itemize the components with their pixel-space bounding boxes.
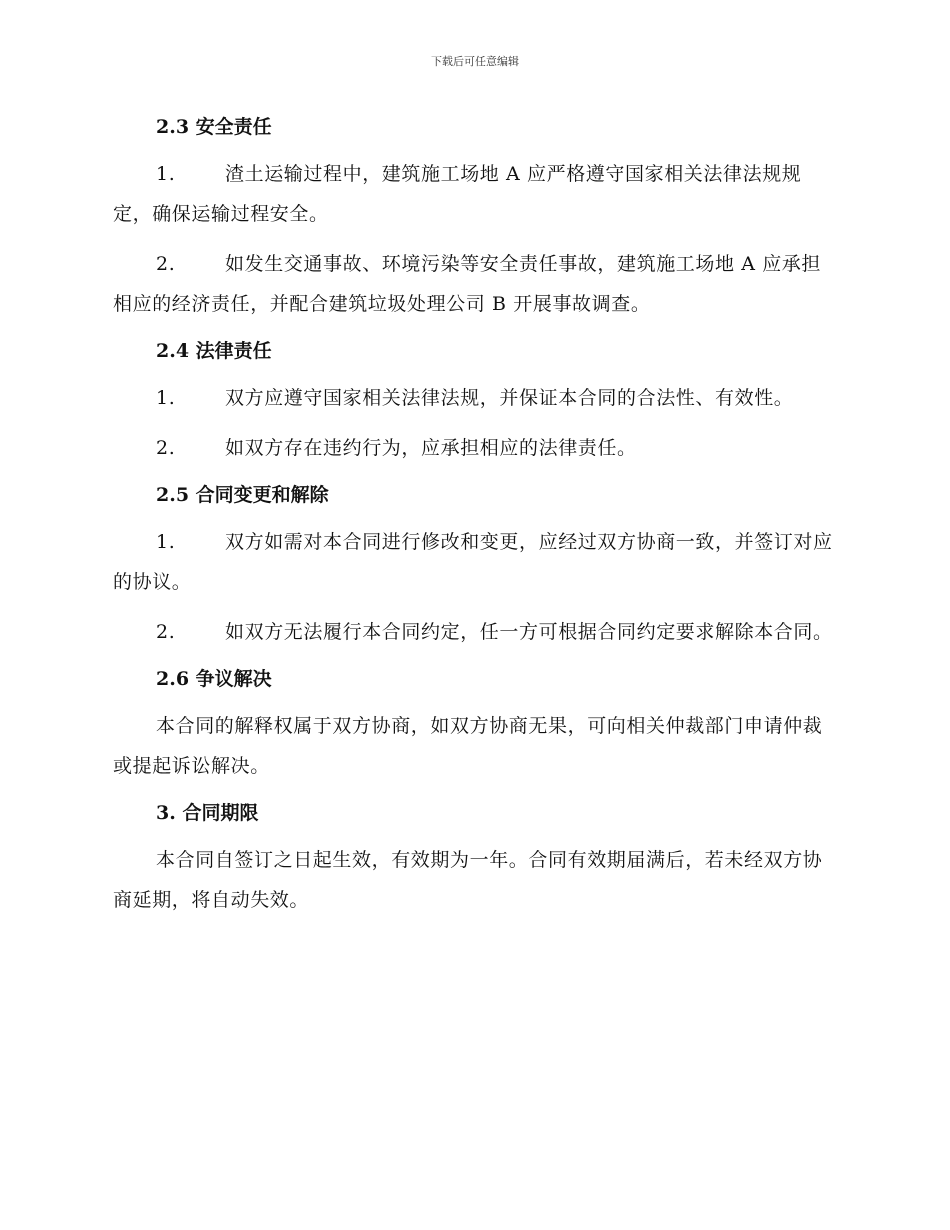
item-text: 渣土运输过程中，建筑施工场地 A 应严格遵守国家相关法律法规规定，确保运输过程安全。 xyxy=(113,163,802,225)
item-number: 2. xyxy=(156,621,176,643)
paragraph: 本合同的解释权属于双方协商，如双方协商无果，可向相关仲裁部门申请仲裁或提起诉讼解决。 xyxy=(113,715,823,777)
list-item xyxy=(113,154,838,234)
item-number: 2. xyxy=(156,437,176,459)
item-number: 1. xyxy=(156,531,176,553)
paragraph: 本合同自签订之日起生效，有效期为一年。合同有效期届满后，若未经双方协商延期，将自动失效。 xyxy=(113,849,823,911)
section-heading-2-5: 2.5 合同变更和解除 xyxy=(156,484,329,506)
list-item xyxy=(113,522,838,602)
item-number: 2. xyxy=(156,253,176,275)
page-header: 下载后可任意编辑 xyxy=(431,55,519,68)
item-text: 如双方存在违约行为，应承担相应的法律责任。 xyxy=(225,437,637,459)
item-number: 1. xyxy=(156,387,176,409)
list-item xyxy=(113,378,838,418)
item-text: 双方应遵守国家相关法律法规，并保证本合同的合法性、有效性。 xyxy=(225,387,794,409)
section-heading-2-3: 2.3 安全责任 xyxy=(156,116,272,138)
section-heading-3: 3. 合同期限 xyxy=(156,802,259,824)
section-heading-2-4: 2.4 法律责任 xyxy=(156,340,272,362)
list-item xyxy=(113,428,838,468)
list-item xyxy=(113,244,838,324)
item-text: 如发生交通事故、环境污染等安全责任事故，建筑施工场地 A 应承担相应的经济责任，并配合建筑垃圾处理公司 B 开展事故调查。 xyxy=(113,253,822,315)
section-heading-2-6: 2.6 争议解决 xyxy=(156,668,272,690)
list-item xyxy=(113,612,838,652)
item-text: 如双方无法履行本合同约定，任一方可根据合同约定要求解除本合同。 xyxy=(225,621,833,643)
item-text: 双方如需对本合同进行修改和变更，应经过双方协商一致，并签订对应的协议。 xyxy=(113,531,833,593)
document-body xyxy=(113,110,838,930)
item-number: 1. xyxy=(156,163,176,185)
